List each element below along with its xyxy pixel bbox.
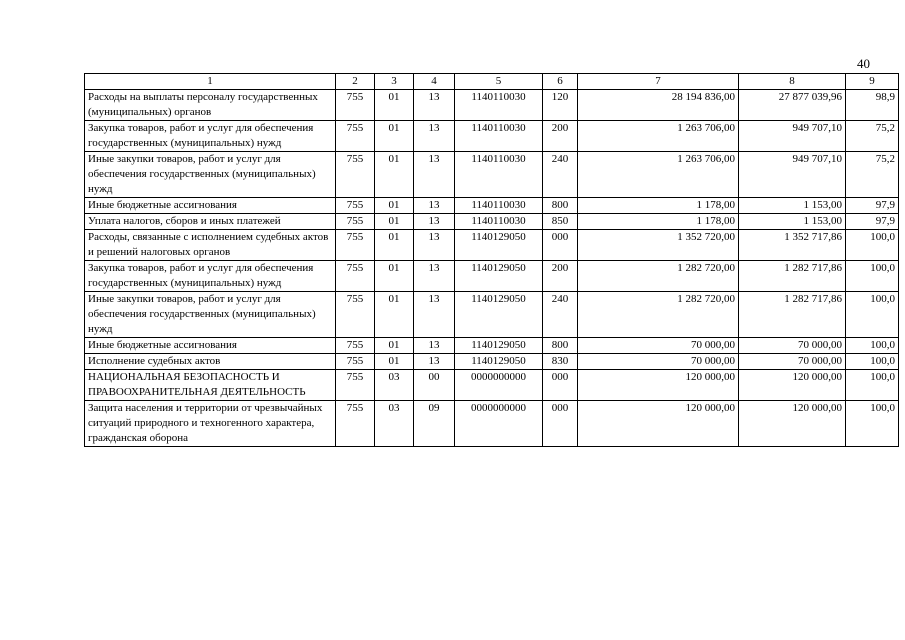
cell-col9: 100,0 [846, 370, 899, 401]
cell-col6: 000 [543, 370, 578, 401]
cell-col9: 100,0 [846, 261, 899, 292]
cell-col3: 03 [375, 370, 414, 401]
row-name: Уплата налогов, сборов и иных платежей [85, 214, 336, 230]
cell-col3: 01 [375, 152, 414, 198]
cell-col5: 1140110030 [455, 90, 543, 121]
cell-col9: 98,9 [846, 90, 899, 121]
cell-col7: 70 000,00 [578, 338, 739, 354]
row-name: НАЦИОНАЛЬНАЯ БЕЗОПАСНОСТЬ И ПРАВООХРАНИТЕЛЬНАЯ ДЕЯТЕЛЬНОСТЬ [85, 370, 336, 401]
column-header: 9 [846, 74, 899, 90]
cell-col4: 09 [414, 401, 455, 447]
cell-col8: 949 707,10 [739, 121, 846, 152]
cell-col5: 0000000000 [455, 370, 543, 401]
cell-col2: 755 [336, 90, 375, 121]
cell-col6: 830 [543, 354, 578, 370]
row-name: Иные закупки товаров, работ и услуг для обеспечения государственных (муниципальных) нужд [85, 292, 336, 338]
cell-col2: 755 [336, 214, 375, 230]
cell-col7: 1 352 720,00 [578, 230, 739, 261]
cell-col2: 755 [336, 401, 375, 447]
cell-col9: 100,0 [846, 354, 899, 370]
cell-col4: 13 [414, 338, 455, 354]
cell-col4: 13 [414, 214, 455, 230]
cell-col3: 01 [375, 198, 414, 214]
table-row [85, 198, 899, 214]
cell-col4: 13 [414, 121, 455, 152]
cell-col5: 1140110030 [455, 152, 543, 198]
cell-col6: 000 [543, 401, 578, 447]
cell-col3: 01 [375, 354, 414, 370]
column-header: 4 [414, 74, 455, 90]
cell-col8: 1 352 717,86 [739, 230, 846, 261]
cell-col8: 70 000,00 [739, 354, 846, 370]
cell-col3: 01 [375, 292, 414, 338]
cell-col3: 01 [375, 261, 414, 292]
table-row [85, 214, 899, 230]
cell-col2: 755 [336, 370, 375, 401]
header-row [85, 74, 899, 90]
cell-col4: 13 [414, 198, 455, 214]
cell-col5: 1140110030 [455, 214, 543, 230]
cell-col5: 0000000000 [455, 401, 543, 447]
cell-col2: 755 [336, 354, 375, 370]
cell-col4: 13 [414, 152, 455, 198]
cell-col7: 70 000,00 [578, 354, 739, 370]
cell-col5: 1140129050 [455, 354, 543, 370]
cell-col9: 100,0 [846, 292, 899, 338]
cell-col7: 1 282 720,00 [578, 292, 739, 338]
table-row [85, 90, 899, 121]
cell-col2: 755 [336, 338, 375, 354]
cell-col3: 03 [375, 401, 414, 447]
cell-col6: 240 [543, 152, 578, 198]
table-row [85, 292, 899, 338]
cell-col7: 1 263 706,00 [578, 121, 739, 152]
cell-col3: 01 [375, 338, 414, 354]
table-row [85, 401, 899, 447]
cell-col8: 120 000,00 [739, 370, 846, 401]
cell-col3: 01 [375, 90, 414, 121]
cell-col9: 75,2 [846, 152, 899, 198]
cell-col6: 800 [543, 198, 578, 214]
cell-col6: 200 [543, 261, 578, 292]
cell-col3: 01 [375, 230, 414, 261]
cell-col4: 13 [414, 354, 455, 370]
cell-col2: 755 [336, 121, 375, 152]
cell-col6: 200 [543, 121, 578, 152]
column-header: 8 [739, 74, 846, 90]
cell-col8: 1 282 717,86 [739, 261, 846, 292]
cell-col3: 01 [375, 121, 414, 152]
cell-col4: 13 [414, 292, 455, 338]
cell-col2: 755 [336, 292, 375, 338]
cell-col4: 13 [414, 90, 455, 121]
cell-col2: 755 [336, 198, 375, 214]
cell-col5: 1140129050 [455, 292, 543, 338]
cell-col7: 1 282 720,00 [578, 261, 739, 292]
cell-col5: 1140129050 [455, 338, 543, 354]
table-row [85, 370, 899, 401]
cell-col6: 120 [543, 90, 578, 121]
column-header: 3 [375, 74, 414, 90]
cell-col8: 120 000,00 [739, 401, 846, 447]
table-row [85, 354, 899, 370]
table-row [85, 152, 899, 198]
budget-table [84, 73, 899, 447]
cell-col8: 27 877 039,96 [739, 90, 846, 121]
table-row [85, 121, 899, 152]
cell-col9: 97,9 [846, 198, 899, 214]
cell-col2: 755 [336, 152, 375, 198]
row-name: Закупка товаров, работ и услуг для обеспечения государственных (муниципальных) нужд [85, 261, 336, 292]
row-name: Защита населения и территории от чрезвычайных ситуаций природного и техногенного характера, гражданская оборона [85, 401, 336, 447]
cell-col9: 97,9 [846, 214, 899, 230]
cell-col2: 755 [336, 230, 375, 261]
cell-col3: 01 [375, 214, 414, 230]
column-header: 1 [85, 74, 336, 90]
cell-col7: 1 178,00 [578, 214, 739, 230]
row-name: Исполнение судебных актов [85, 354, 336, 370]
row-name: Иные закупки товаров, работ и услуг для обеспечения государственных (муниципальных) нужд [85, 152, 336, 198]
cell-col8: 1 153,00 [739, 198, 846, 214]
cell-col4: 00 [414, 370, 455, 401]
row-name: Иные бюджетные ассигнования [85, 198, 336, 214]
cell-col8: 1 153,00 [739, 214, 846, 230]
cell-col5: 1140129050 [455, 261, 543, 292]
cell-col8: 949 707,10 [739, 152, 846, 198]
cell-col2: 755 [336, 261, 375, 292]
cell-col6: 850 [543, 214, 578, 230]
table-row [85, 338, 899, 354]
column-header: 6 [543, 74, 578, 90]
cell-col6: 000 [543, 230, 578, 261]
table-row [85, 230, 899, 261]
cell-col7: 120 000,00 [578, 401, 739, 447]
cell-col5: 1140110030 [455, 121, 543, 152]
column-header: 7 [578, 74, 739, 90]
row-name: Расходы на выплаты персоналу государственных (муниципальных) органов [85, 90, 336, 121]
cell-col9: 100,0 [846, 230, 899, 261]
cell-col8: 1 282 717,86 [739, 292, 846, 338]
cell-col7: 1 178,00 [578, 198, 739, 214]
table-row [85, 261, 899, 292]
cell-col9: 100,0 [846, 401, 899, 447]
cell-col6: 240 [543, 292, 578, 338]
cell-col5: 1140110030 [455, 198, 543, 214]
cell-col9: 100,0 [846, 338, 899, 354]
cell-col4: 13 [414, 261, 455, 292]
column-header: 2 [336, 74, 375, 90]
row-name: Расходы, связанные с исполнением судебных актов и решений налоговых органов [85, 230, 336, 261]
row-name: Закупка товаров, работ и услуг для обеспечения государственных (муниципальных) нужд [85, 121, 336, 152]
column-header: 5 [455, 74, 543, 90]
row-name: Иные бюджетные ассигнования [85, 338, 336, 354]
page-number: 40 [857, 56, 870, 71]
cell-col5: 1140129050 [455, 230, 543, 261]
cell-col7: 1 263 706,00 [578, 152, 739, 198]
cell-col7: 28 194 836,00 [578, 90, 739, 121]
cell-col9: 75,2 [846, 121, 899, 152]
cell-col8: 70 000,00 [739, 338, 846, 354]
cell-col7: 120 000,00 [578, 370, 739, 401]
cell-col6: 800 [543, 338, 578, 354]
cell-col4: 13 [414, 230, 455, 261]
